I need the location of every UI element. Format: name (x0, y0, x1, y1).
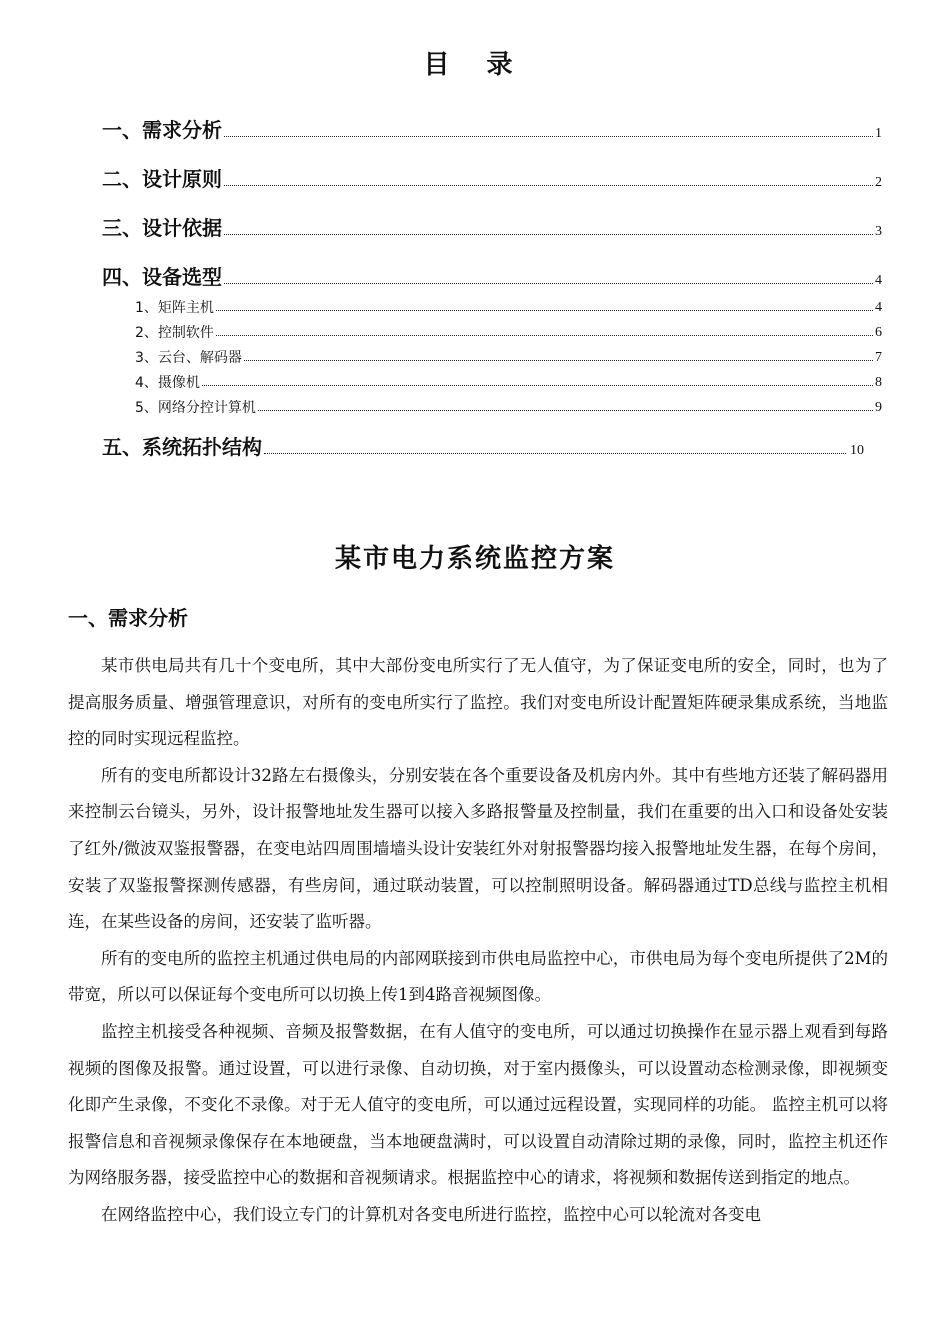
table-of-contents (102, 108, 882, 474)
toc-entry-label: 2、控制软件 (135, 325, 214, 341)
toc-leader-dots (224, 234, 873, 235)
toc-subentry[interactable] (102, 342, 882, 367)
toc-leader-dots (258, 410, 873, 411)
toc-leader-dots (216, 335, 873, 336)
toc-subentry[interactable] (102, 317, 882, 342)
toc-leader-dots (244, 360, 873, 361)
paragraph: 某市供电局共有几十个变电所，其中大部份变电所实行了无人值守，为了保证变电所的安全，同时，也为了提高服务质量、增强管理意识，对所有的变电所实行了监控。我们对变电所设计配置矩阵硬录集成系统，当地监控的同时实现远程监控。 (68, 656, 888, 749)
toc-entry-page: 2 (875, 175, 882, 190)
toc-entry-label: 5、网络分控计算机 (135, 400, 256, 416)
toc-entry[interactable] (102, 425, 882, 460)
toc-entry-page: 6 (875, 325, 882, 340)
toc-subentry[interactable] (102, 367, 882, 392)
paragraph: 所有的变电所的监控主机通过供电局的内部网联接到市供电局监控中心，市供电局为每个变电所提供了2M的带宽，所以可以保证每个变电所可以切换上传1到4路音视频图像。 (68, 948, 888, 1005)
toc-entry[interactable] (102, 108, 882, 143)
toc-leader-dots (224, 185, 873, 186)
section-body (68, 648, 888, 1234)
toc-entry-page: 9 (875, 400, 882, 415)
toc-entry-label: 3、云台、解码器 (135, 350, 242, 366)
toc-title: 目 录 (423, 50, 527, 80)
toc-entry-page: 1 (875, 126, 882, 141)
toc-entry-label: 1、矩阵主机 (135, 300, 214, 316)
toc-entry[interactable] (102, 255, 882, 290)
toc-entry[interactable] (102, 206, 882, 241)
toc-entry-label: 五、系统拓扑结构 (102, 435, 262, 459)
toc-entry-label: 4、摄像机 (135, 375, 200, 391)
toc-entry-page: 4 (875, 300, 882, 315)
paragraph: 在网络监控中心，我们设立专门的计算机对各变电所进行监控，监控中心可以轮流对各变电 (101, 1204, 761, 1224)
section-heading: 一、需求分析 (68, 606, 188, 630)
toc-entry-label: 四、设备选型 (102, 265, 222, 289)
toc-leader-dots (264, 453, 846, 454)
toc-subentry[interactable] (102, 292, 882, 317)
toc-entry-page: 10 (850, 443, 864, 458)
document-title: 某市电力系统监控方案 (334, 544, 615, 574)
toc-entry-page: 7 (875, 350, 882, 365)
paragraph: 监控主机接受各种视频、音频及报警数据，在有人值守的变电所，可以通过切换操作在显示器上观看到每路视频的图像及报警。通过设置，可以进行录像、自动切换，对于室内摄像头，可以设置动态检测录像，即视频变化即产生录像，不变化不录像。对于无人值守的变电所，可以通过远程设置，实现同样的功能。 监控主机可以将报警信息和音视频录像保存在本地硬盘，当本地硬盘满时，可以设置自动清除过期的录像，同时，监控主机还作为网络服务器，接受监控中心的数据和音视频请求。根据监控中心的请求，将视频和数据传送到指定的地点。 (68, 1021, 888, 1188)
toc-entry[interactable] (102, 157, 882, 192)
toc-leader-dots (224, 283, 873, 284)
toc-entry-page: 4 (875, 273, 882, 288)
toc-entry-label: 一、需求分析 (102, 118, 222, 142)
toc-subentry[interactable] (102, 392, 882, 417)
toc-leader-dots (202, 385, 873, 386)
paragraph: 所有的变电所都设计32路左右摄像头，分别安装在各个重要设备及机房内外。其中有些地方还装了解码器用来控制云台镜头，另外，设计报警地址发生器可以接入多路报警量及控制量，我们在重要的出入口和设备处安装了红外/微波双鉴报警器，在变电站四周围墙墙头设计安装红外对射报警器均接入报警地址发生器，在每个房间，安装了双鉴报警探测传感器，有些房间，通过联动装置，可以控制照明设备。解码器通过TD总线与监控主机相连，在某些设备的房间，还安装了监听器。 (68, 765, 888, 932)
toc-leader-dots (224, 136, 873, 137)
toc-entry-page: 8 (875, 375, 882, 390)
toc-entry-label: 三、设计依据 (102, 216, 222, 240)
toc-entry-page: 3 (875, 224, 882, 239)
toc-leader-dots (216, 310, 873, 311)
toc-entry-label: 二、设计原则 (102, 167, 222, 191)
